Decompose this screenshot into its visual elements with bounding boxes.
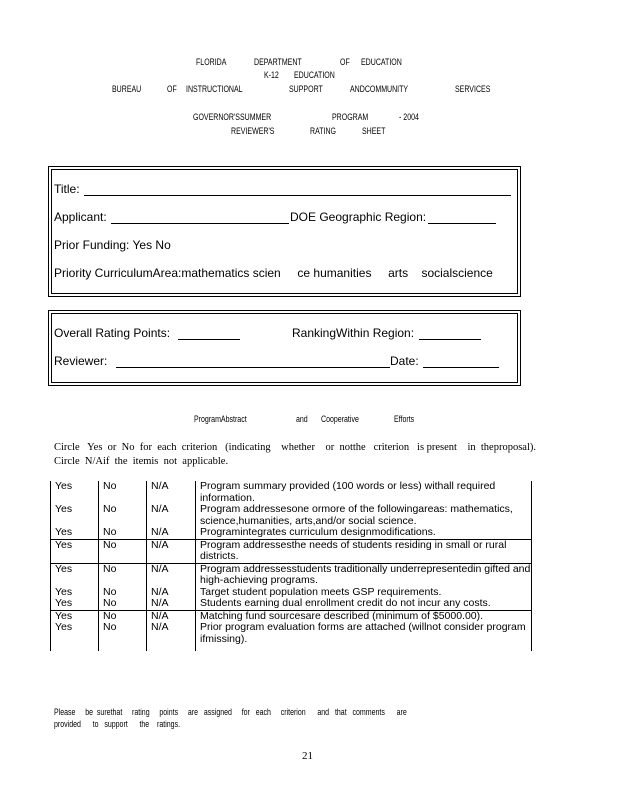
- header-word: FLORIDA: [196, 57, 227, 67]
- priority-area-label: Priority CurriculumArea:mathematics scien ce humanities arts socialscience: [54, 266, 493, 280]
- yes-option[interactable]: Yes: [51, 610, 99, 622]
- header-word: OF: [340, 57, 350, 67]
- na-option[interactable]: N/A: [147, 622, 196, 645]
- overall-rating-field[interactable]: [178, 339, 240, 340]
- abstract-heading-word: Cooperative: [321, 414, 359, 424]
- no-option[interactable]: No: [99, 610, 147, 622]
- ranking-label: RankingWithin Region:: [292, 326, 415, 340]
- criterion-text: Programintegrates curriculum designmodifications.: [196, 527, 532, 539]
- criterion-text: Program summary provided (100 words or less) withall required information.: [196, 481, 532, 504]
- criterion-text: Students earning dual enrollment credit do not incur any costs.: [196, 598, 532, 610]
- criterion-text: Prior program evaluation forms are attached (willnot consider program ifmissing).: [196, 622, 532, 645]
- criterion-text: Program addressesone ormore of the followingareas: mathematics, science,humanities, arts,and/or social science.: [196, 504, 532, 527]
- header-word: BUREAU: [112, 84, 142, 94]
- instructions-line-2: Circle N/Aif the itemis not applicable.: [54, 456, 229, 467]
- yes-option[interactable]: Yes: [51, 598, 99, 610]
- applicant-field[interactable]: [111, 223, 289, 224]
- overall-rating-label: Overall Rating Points:: [54, 326, 171, 340]
- no-option[interactable]: No: [99, 587, 147, 599]
- yes-option[interactable]: Yes: [51, 527, 99, 539]
- page-number: 21: [302, 750, 313, 762]
- reviewer-field[interactable]: [116, 367, 390, 368]
- criteria-row: [51, 539, 532, 563]
- header-word: DEPARTMENT: [254, 57, 302, 67]
- no-option[interactable]: No: [99, 504, 147, 527]
- no-option[interactable]: No: [99, 527, 147, 539]
- na-option[interactable]: N/A: [147, 587, 196, 599]
- date-field[interactable]: [423, 367, 499, 368]
- header-line-5: [0, 126, 618, 166]
- header-word: EDUCATION: [294, 70, 335, 80]
- header-word: ANDCOMMUNITY: [350, 84, 409, 94]
- yes-option[interactable]: Yes: [51, 481, 99, 504]
- reviewer-label: Reviewer:: [54, 354, 108, 368]
- criteria-spacer-cell: [147, 645, 196, 651]
- no-option[interactable]: No: [99, 622, 147, 645]
- header-word: - 2004: [399, 112, 419, 122]
- region-label: DOE Geographic Region:: [290, 210, 427, 224]
- instructions-line-1: Circle Yes or No for each criterion (indicating whether or notthe criterion is present in theproposal).: [54, 442, 537, 453]
- na-option[interactable]: N/A: [147, 504, 196, 527]
- na-option[interactable]: N/A: [147, 481, 196, 504]
- footer-note-line-2: provided to support the ratings.: [54, 719, 181, 729]
- abstract-heading-word: ProgramAbstract: [194, 414, 247, 424]
- header-word: K-12: [264, 70, 279, 80]
- prior-funding-label: Prior Funding: Yes No: [54, 238, 171, 252]
- criterion-text: Program addressesthe needs of students residing in small or rural districts.: [196, 539, 532, 563]
- header-word: SUPPORT: [289, 84, 323, 94]
- header-word: INSTRUCTIONAL: [186, 84, 243, 94]
- na-option[interactable]: N/A: [147, 563, 196, 587]
- yes-option[interactable]: Yes: [51, 504, 99, 527]
- criteria-spacer-cell: [51, 645, 99, 651]
- criteria-spacer-cell: [99, 645, 147, 651]
- header-word: REVIEWER'S: [231, 126, 275, 136]
- header-word: GOVERNOR'SSUMMER: [193, 112, 272, 122]
- criteria-row: [51, 563, 532, 587]
- na-option[interactable]: N/A: [147, 610, 196, 622]
- na-option[interactable]: N/A: [147, 527, 196, 539]
- abstract-heading-word: Efforts: [394, 414, 415, 424]
- header-word: RATING: [310, 126, 337, 136]
- abstract-heading-word: and: [296, 414, 308, 424]
- na-option[interactable]: N/A: [147, 539, 196, 563]
- header-word: EDUCATION: [361, 57, 402, 67]
- criteria-spacer-cell: [196, 645, 532, 651]
- no-option[interactable]: No: [99, 481, 147, 504]
- criterion-text: Program addressesstudents traditionally underrepresentedin gifted and high-achieving programs.: [196, 563, 532, 587]
- region-field[interactable]: [428, 223, 496, 224]
- criteria-row: [51, 527, 532, 539]
- footer-note-line-1: Please be surethat rating points are assigned for each criterion and that comments are: [54, 707, 407, 717]
- criteria-spacer-row: [51, 645, 532, 651]
- rating-box-inner: [51, 313, 518, 383]
- no-option[interactable]: No: [99, 563, 147, 587]
- criteria-table: [50, 481, 532, 651]
- header-word: SERVICES: [455, 84, 491, 94]
- applicant-label: Applicant:: [54, 210, 107, 224]
- header-word: SHEET: [362, 126, 386, 136]
- criterion-text: Matching fund sourcesare described (minimum of $5000.00).: [196, 610, 532, 622]
- criteria-row: [51, 481, 532, 504]
- criteria-row: [51, 622, 532, 645]
- no-option[interactable]: No: [99, 598, 147, 610]
- title-field[interactable]: [84, 195, 511, 196]
- criterion-text: Target student population meets GSP requirements.: [196, 587, 532, 599]
- criteria-row: [51, 598, 532, 610]
- header-word: PROGRAM: [332, 112, 369, 122]
- ranking-field[interactable]: [419, 339, 481, 340]
- yes-option[interactable]: Yes: [51, 587, 99, 599]
- yes-option[interactable]: Yes: [51, 563, 99, 587]
- yes-option[interactable]: Yes: [51, 539, 99, 563]
- criteria-row: [51, 504, 532, 527]
- header-word: OF: [167, 84, 177, 94]
- yes-option[interactable]: Yes: [51, 622, 99, 645]
- no-option[interactable]: No: [99, 539, 147, 563]
- title-label: Title:: [54, 182, 80, 196]
- date-label: Date:: [390, 354, 419, 368]
- na-option[interactable]: N/A: [147, 598, 196, 610]
